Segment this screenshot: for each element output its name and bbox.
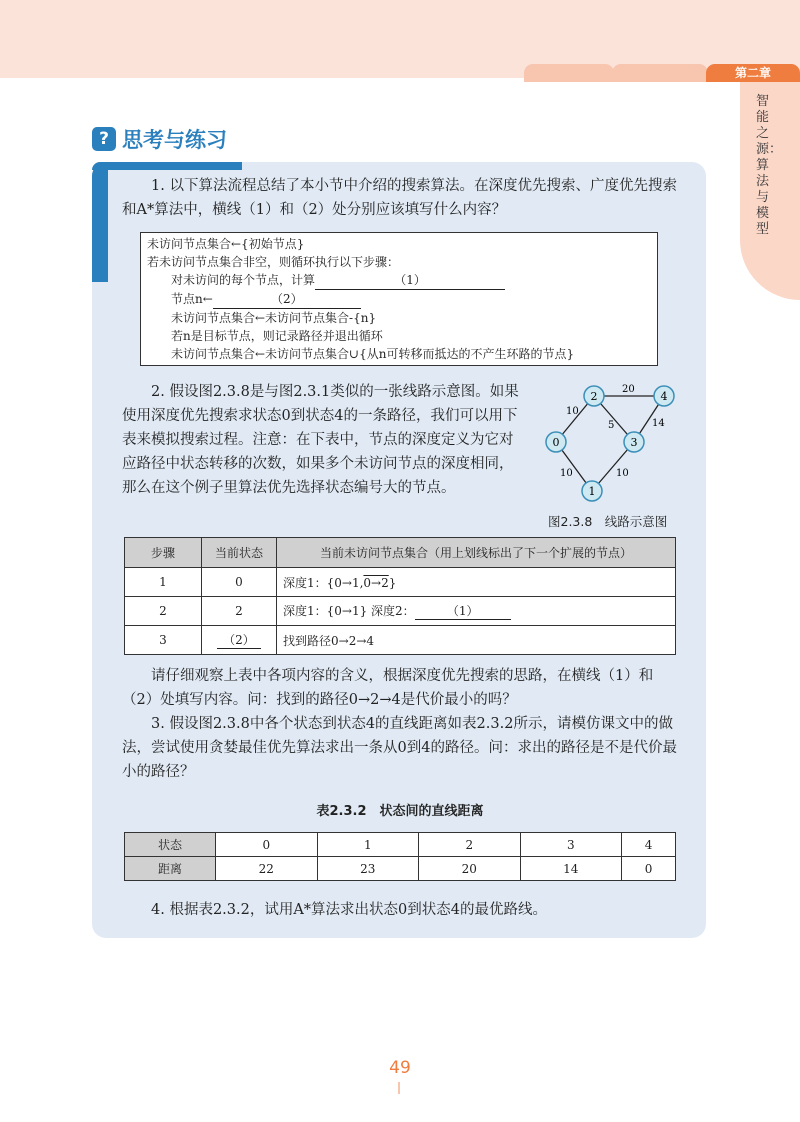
svg-text:1: 1 xyxy=(588,485,596,498)
side-title: 智能之源：算法与模型 xyxy=(756,94,783,237)
state-cell: 2 xyxy=(419,833,521,857)
algorithm-box xyxy=(140,232,658,366)
chapter-tab: 第二章 xyxy=(706,64,800,82)
distance-cell: 22 xyxy=(216,857,318,881)
question-2-followup: 请仔细观察上表中各项内容的含义，根据深度优先搜索的思路，在横线（1）和（2）处填写内容。问：找到的路径0→2→4是代价最小的吗？ xyxy=(122,668,654,708)
state-cell: 4 xyxy=(622,833,676,857)
question-3: 3. 假设图2.3.8中各个状态到状态4的直线距离如表2.3.2所示，请模仿课文中的做法，尝试使用贪婪最佳优先算法求出一条从0到4的路径。问：求出的路径是不是代价最小的路径？ xyxy=(122,716,677,780)
algo-line: 节点n← （2） xyxy=(147,290,651,309)
question-4: 4. 根据表2.3.2，试用A*算法求出状态0到状态4的最优路线。 xyxy=(151,902,548,918)
route-diagram xyxy=(530,378,690,508)
weight-label: 14 xyxy=(652,418,665,429)
tab-decor-2 xyxy=(612,64,708,82)
chapter-tabs xyxy=(0,64,800,82)
side-tab xyxy=(740,82,800,300)
question-icon: ? xyxy=(92,127,116,151)
table-blank-1: （1） xyxy=(415,602,511,620)
state-cell: 3 xyxy=(520,833,622,857)
table-row xyxy=(125,597,676,626)
question-1: 1. 以下算法流程总结了本小节中介绍的搜索算法。在深度优先搜索、广度优先搜索和A*算法中，横线（1）和（2）处分别应该填写什么内容？ xyxy=(122,178,677,218)
panel-top-accent xyxy=(92,162,242,170)
graph-node xyxy=(582,481,602,501)
weight-label: 5 xyxy=(608,420,615,431)
tab-decor-1 xyxy=(524,64,614,82)
table-row xyxy=(125,568,676,597)
cell-step: 2 xyxy=(125,597,202,626)
cell-set: 找到路径0→2→4 xyxy=(277,626,676,655)
svg-text:3: 3 xyxy=(630,436,638,449)
col-header: 步骤 xyxy=(125,538,202,568)
weight-label: 10 xyxy=(616,468,629,479)
distance-table xyxy=(124,832,676,881)
col-header: 当前未访问节点集合（用上划线标出了下一个扩展的节点） xyxy=(277,538,676,568)
svg-text:4: 4 xyxy=(660,390,668,403)
cell-set: 深度1：{0→1,0→2} xyxy=(277,568,676,597)
weight-label: 10 xyxy=(560,468,573,479)
table-caption: 表2.3.2 状态间的直线距离 xyxy=(316,804,484,819)
table-row xyxy=(125,833,676,857)
cell-step: 3 xyxy=(125,626,202,655)
weight-label: 10 xyxy=(566,406,579,417)
overlined-node: 0→2 xyxy=(363,575,389,590)
distance-cell: 14 xyxy=(520,857,622,881)
page-tick xyxy=(398,1082,400,1094)
row-label: 距离 xyxy=(125,857,216,881)
section-title: 思考与练习 xyxy=(122,128,227,152)
weight-label: 20 xyxy=(622,384,635,395)
cell-step: 1 xyxy=(125,568,202,597)
state-cell: 1 xyxy=(317,833,419,857)
algo-line: 未访问节点集合←未访问节点集合∪{从n可转移而抵达的不产生环路的节点} xyxy=(171,347,575,361)
table-blank-2: （2） xyxy=(217,631,261,649)
table-row xyxy=(125,626,676,655)
figure-caption: 图2.3.8 线路示意图 xyxy=(548,514,668,529)
page-number: 49 xyxy=(389,1058,411,1078)
question-2: 2. 假设图2.3.8是与图2.3.1类似的一张线路示意图。如果使用深度优先搜索求状态0到状态4的一条路径，我们可以用下表来模拟搜索过程。注意：在下表中，节点的深度定义为它对应路径中状态转移的次数，如果多个未访问节点的深度相同，那么在这个例子里算法优先选择状态编号大的节点。 xyxy=(122,384,519,496)
distance-cell: 0 xyxy=(622,857,676,881)
row-label: 状态 xyxy=(125,833,216,857)
cell-set: 深度1：{0→1} 深度2： （1） xyxy=(277,597,676,626)
graph-node xyxy=(654,386,674,406)
table-header-row xyxy=(125,538,676,568)
col-header: 当前状态 xyxy=(202,538,277,568)
blank-1: （1） xyxy=(315,271,505,290)
state-cell: 0 xyxy=(216,833,318,857)
cell-state: 2 xyxy=(202,597,277,626)
cell-state xyxy=(202,626,277,655)
algo-line: 若n是目标节点，则记录路径并退出循环 xyxy=(171,329,383,343)
svg-text:2: 2 xyxy=(590,390,598,403)
table-row xyxy=(125,857,676,881)
cell-state: 0 xyxy=(202,568,277,597)
blank-2: （2） xyxy=(213,290,361,309)
algo-line: 对未访问的每个节点，计算 （1） xyxy=(147,271,651,290)
algo-line: 若未访问节点集合非空，则循环执行以下步骤： xyxy=(147,255,400,269)
graph-node xyxy=(546,432,566,452)
distance-cell: 23 xyxy=(317,857,419,881)
dfs-table xyxy=(124,537,676,655)
distance-cell: 20 xyxy=(419,857,521,881)
graph-node xyxy=(624,432,644,452)
svg-text:0: 0 xyxy=(552,436,560,449)
section-heading xyxy=(92,124,227,154)
panel-corner-accent xyxy=(92,162,108,282)
algo-line: 未访问节点集合←未访问节点集合-{n} xyxy=(171,311,377,325)
graph-node xyxy=(584,386,604,406)
algo-line: 未访问节点集合←{初始节点} xyxy=(147,237,305,251)
